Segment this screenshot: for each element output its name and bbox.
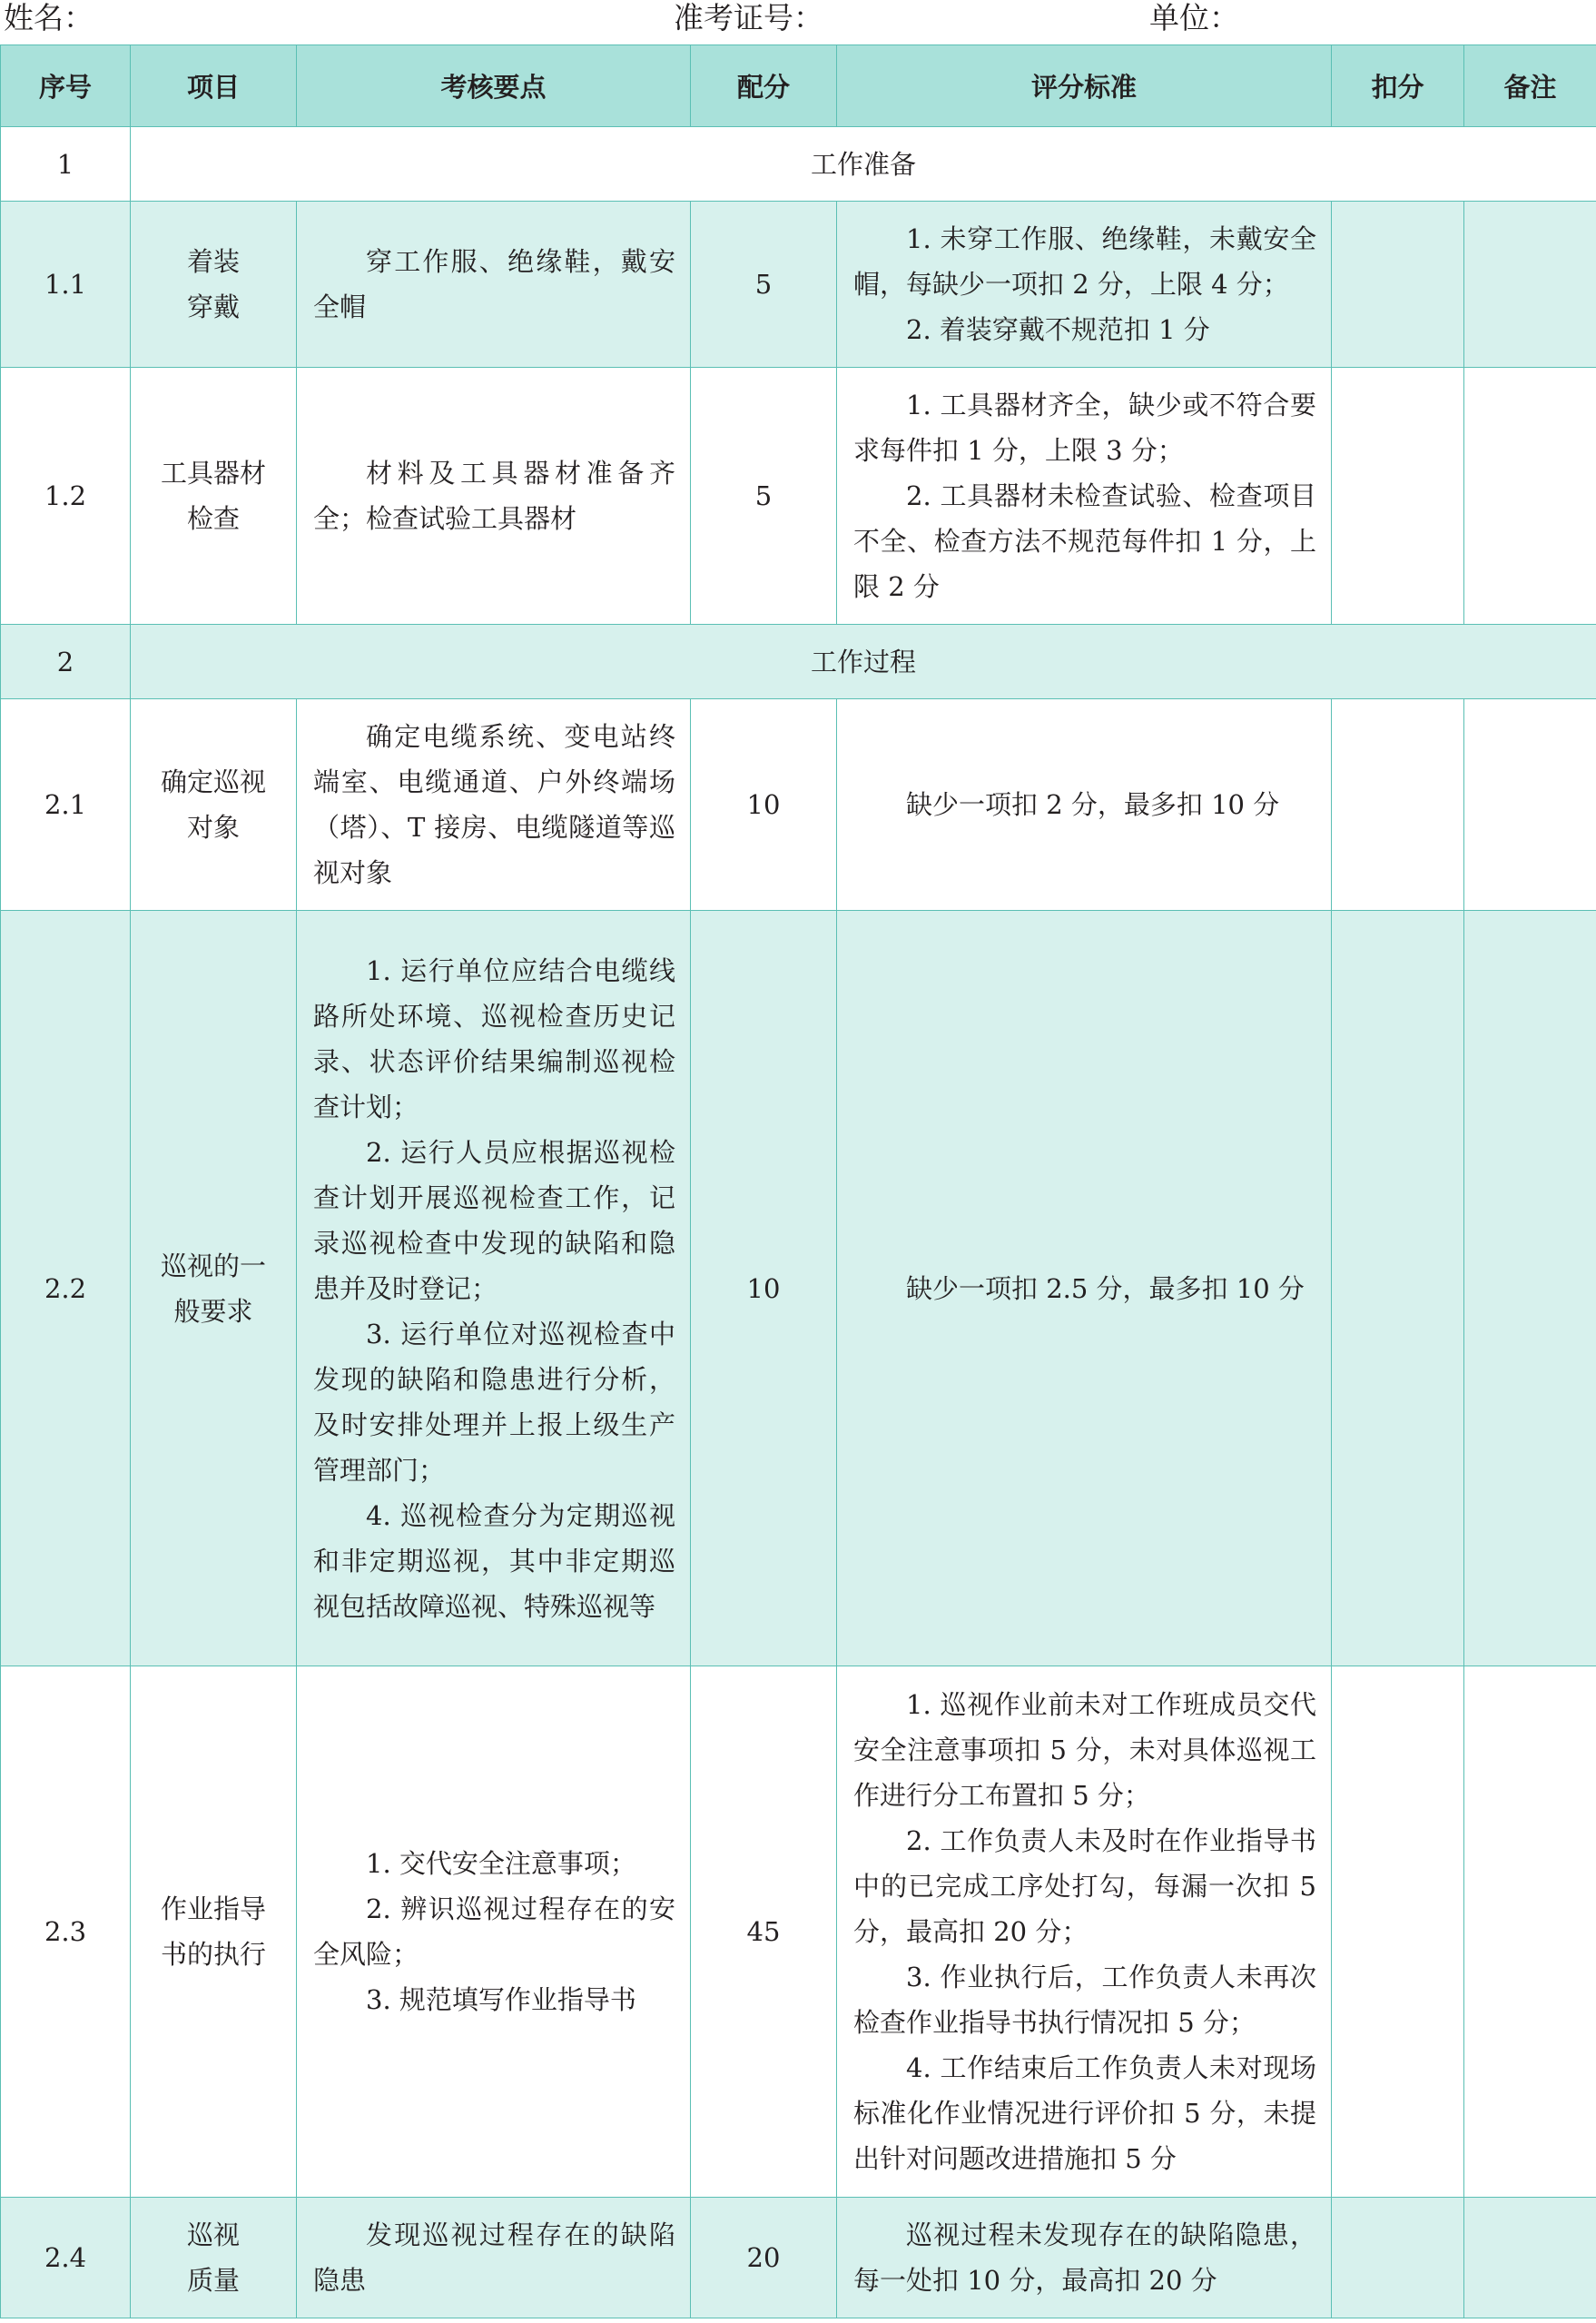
section-no: 2 xyxy=(1,625,131,699)
row-points: 1. 交代安全注意事项； 2. 辨识巡视过程存在的安全风险； 3. 规范填写作业指导书 xyxy=(297,1666,691,2198)
row-remarks[interactable] xyxy=(1464,202,1596,368)
row-criteria: 1. 未穿工作服、绝缘鞋，未戴安全帽，每缺少一项扣 2 分，上限 4 分； 2. 着装穿戴不规范扣 1 分 xyxy=(837,202,1332,368)
row-score: 5 xyxy=(691,368,837,625)
row-no: 2.1 xyxy=(1,699,131,911)
row-item: 巡视的一 般要求 xyxy=(131,911,297,1666)
row-score: 45 xyxy=(691,1666,837,2198)
row-item: 作业指导 书的执行 xyxy=(131,1666,297,2198)
row-no: 2.3 xyxy=(1,1666,131,2198)
row-remarks[interactable] xyxy=(1464,368,1596,625)
row-points: 穿工作服、绝缘鞋，戴安全帽 xyxy=(297,202,691,368)
row-points: 发现巡视过程存在的缺陷隐患 xyxy=(297,2198,691,2318)
row-item: 着装 穿戴 xyxy=(131,202,297,368)
row-item: 工具器材 检查 xyxy=(131,368,297,625)
row-remarks[interactable] xyxy=(1464,2198,1596,2318)
row-deduction[interactable] xyxy=(1332,202,1464,368)
col-header-score: 配分 xyxy=(691,45,837,127)
row-no: 2.4 xyxy=(1,2198,131,2318)
row-criteria: 巡视过程未发现存在的缺陷隐患，每一处扣 10 分，最高扣 20 分 xyxy=(837,2198,1332,2318)
name-label: 姓名： xyxy=(4,0,94,35)
row-no: 1.2 xyxy=(1,368,131,625)
section-row xyxy=(1,625,1596,699)
row-criteria: 1. 巡视作业前未对工作班成员交代安全注意事项扣 5 分，未对具体巡视工作进行分工布置扣 5 分； 2. 工作负责人未及时在作业指导书中的已完成工序处打勾，每漏一次扣 5 分，最高扣 20 分； 3. 作业执行后，工作负责人未再次检查作业指导书执行情况扣 5 分； 4. 工作结束后工作负责人未对现场标准化作业情况进行评价扣 5 分，未提出针对问题改进措施扣 5 分 xyxy=(837,1666,1332,2198)
section-row xyxy=(1,127,1596,202)
row-deduction[interactable] xyxy=(1332,2198,1464,2318)
row-points: 确定电缆系统、变电站终端室、电缆通道、户外终端场（塔）、T 接房、电缆隧道等巡视对象 xyxy=(297,699,691,911)
row-item: 确定巡视 对象 xyxy=(131,699,297,911)
section-title: 工作过程 xyxy=(131,625,1596,699)
col-header-criteria: 评分标准 xyxy=(837,45,1332,127)
row-criteria: 缺少一项扣 2 分，最多扣 10 分 xyxy=(837,699,1332,911)
row-criteria: 缺少一项扣 2.5 分，最多扣 10 分 xyxy=(837,911,1332,1666)
row-points: 1. 运行单位应结合电缆线路所处环境、巡视检查历史记录、状态评价结果编制巡视检查计划； 2. 运行人员应根据巡视检查计划开展巡视检查工作，记录巡视检查中发现的缺陷和隐患并及时登记； 3. 运行单位对巡视检查中发现的缺陷和隐患进行分析，及时安排处理并上报上级生产管理部门； 4. 巡视检查分为定期巡视和非定期巡视，其中非定期巡视包括故障巡视、特殊巡视等 xyxy=(297,911,691,1666)
col-header-item: 项目 xyxy=(131,45,297,127)
col-header-remarks: 备注 xyxy=(1464,45,1596,127)
col-header-no: 序号 xyxy=(1,45,131,127)
exam-header xyxy=(0,0,1596,42)
scoring-table xyxy=(0,44,1596,2318)
row-remarks[interactable] xyxy=(1464,699,1596,911)
row-deduction[interactable] xyxy=(1332,1666,1464,2198)
table-row xyxy=(1,699,1596,911)
row-score: 10 xyxy=(691,911,837,1666)
row-score: 20 xyxy=(691,2198,837,2318)
table-row xyxy=(1,368,1596,625)
section-title: 工作准备 xyxy=(131,127,1596,202)
row-item: 巡视 质量 xyxy=(131,2198,297,2318)
row-score: 10 xyxy=(691,699,837,911)
col-header-points: 考核要点 xyxy=(297,45,691,127)
unit-label: 单位： xyxy=(1149,0,1239,35)
row-no: 2.2 xyxy=(1,911,131,1666)
table-row xyxy=(1,202,1596,368)
row-no: 1.1 xyxy=(1,202,131,368)
exam-id-label: 准考证号： xyxy=(674,0,823,35)
row-remarks[interactable] xyxy=(1464,1666,1596,2198)
table-row xyxy=(1,2198,1596,2318)
table-row xyxy=(1,911,1596,1666)
table-header-row xyxy=(1,45,1596,127)
row-deduction[interactable] xyxy=(1332,368,1464,625)
row-deduction[interactable] xyxy=(1332,911,1464,1666)
row-remarks[interactable] xyxy=(1464,911,1596,1666)
row-score: 5 xyxy=(691,202,837,368)
row-criteria: 1. 工具器材齐全，缺少或不符合要求每件扣 1 分，上限 3 分； 2. 工具器材未检查试验、检查项目不全、检查方法不规范每件扣 1 分，上限 2 分 xyxy=(837,368,1332,625)
row-deduction[interactable] xyxy=(1332,699,1464,911)
table-row xyxy=(1,1666,1596,2198)
section-no: 1 xyxy=(1,127,131,202)
row-points: 材料及工具器材准备齐全；检查试验工具器材 xyxy=(297,368,691,625)
col-header-deduction: 扣分 xyxy=(1332,45,1464,127)
